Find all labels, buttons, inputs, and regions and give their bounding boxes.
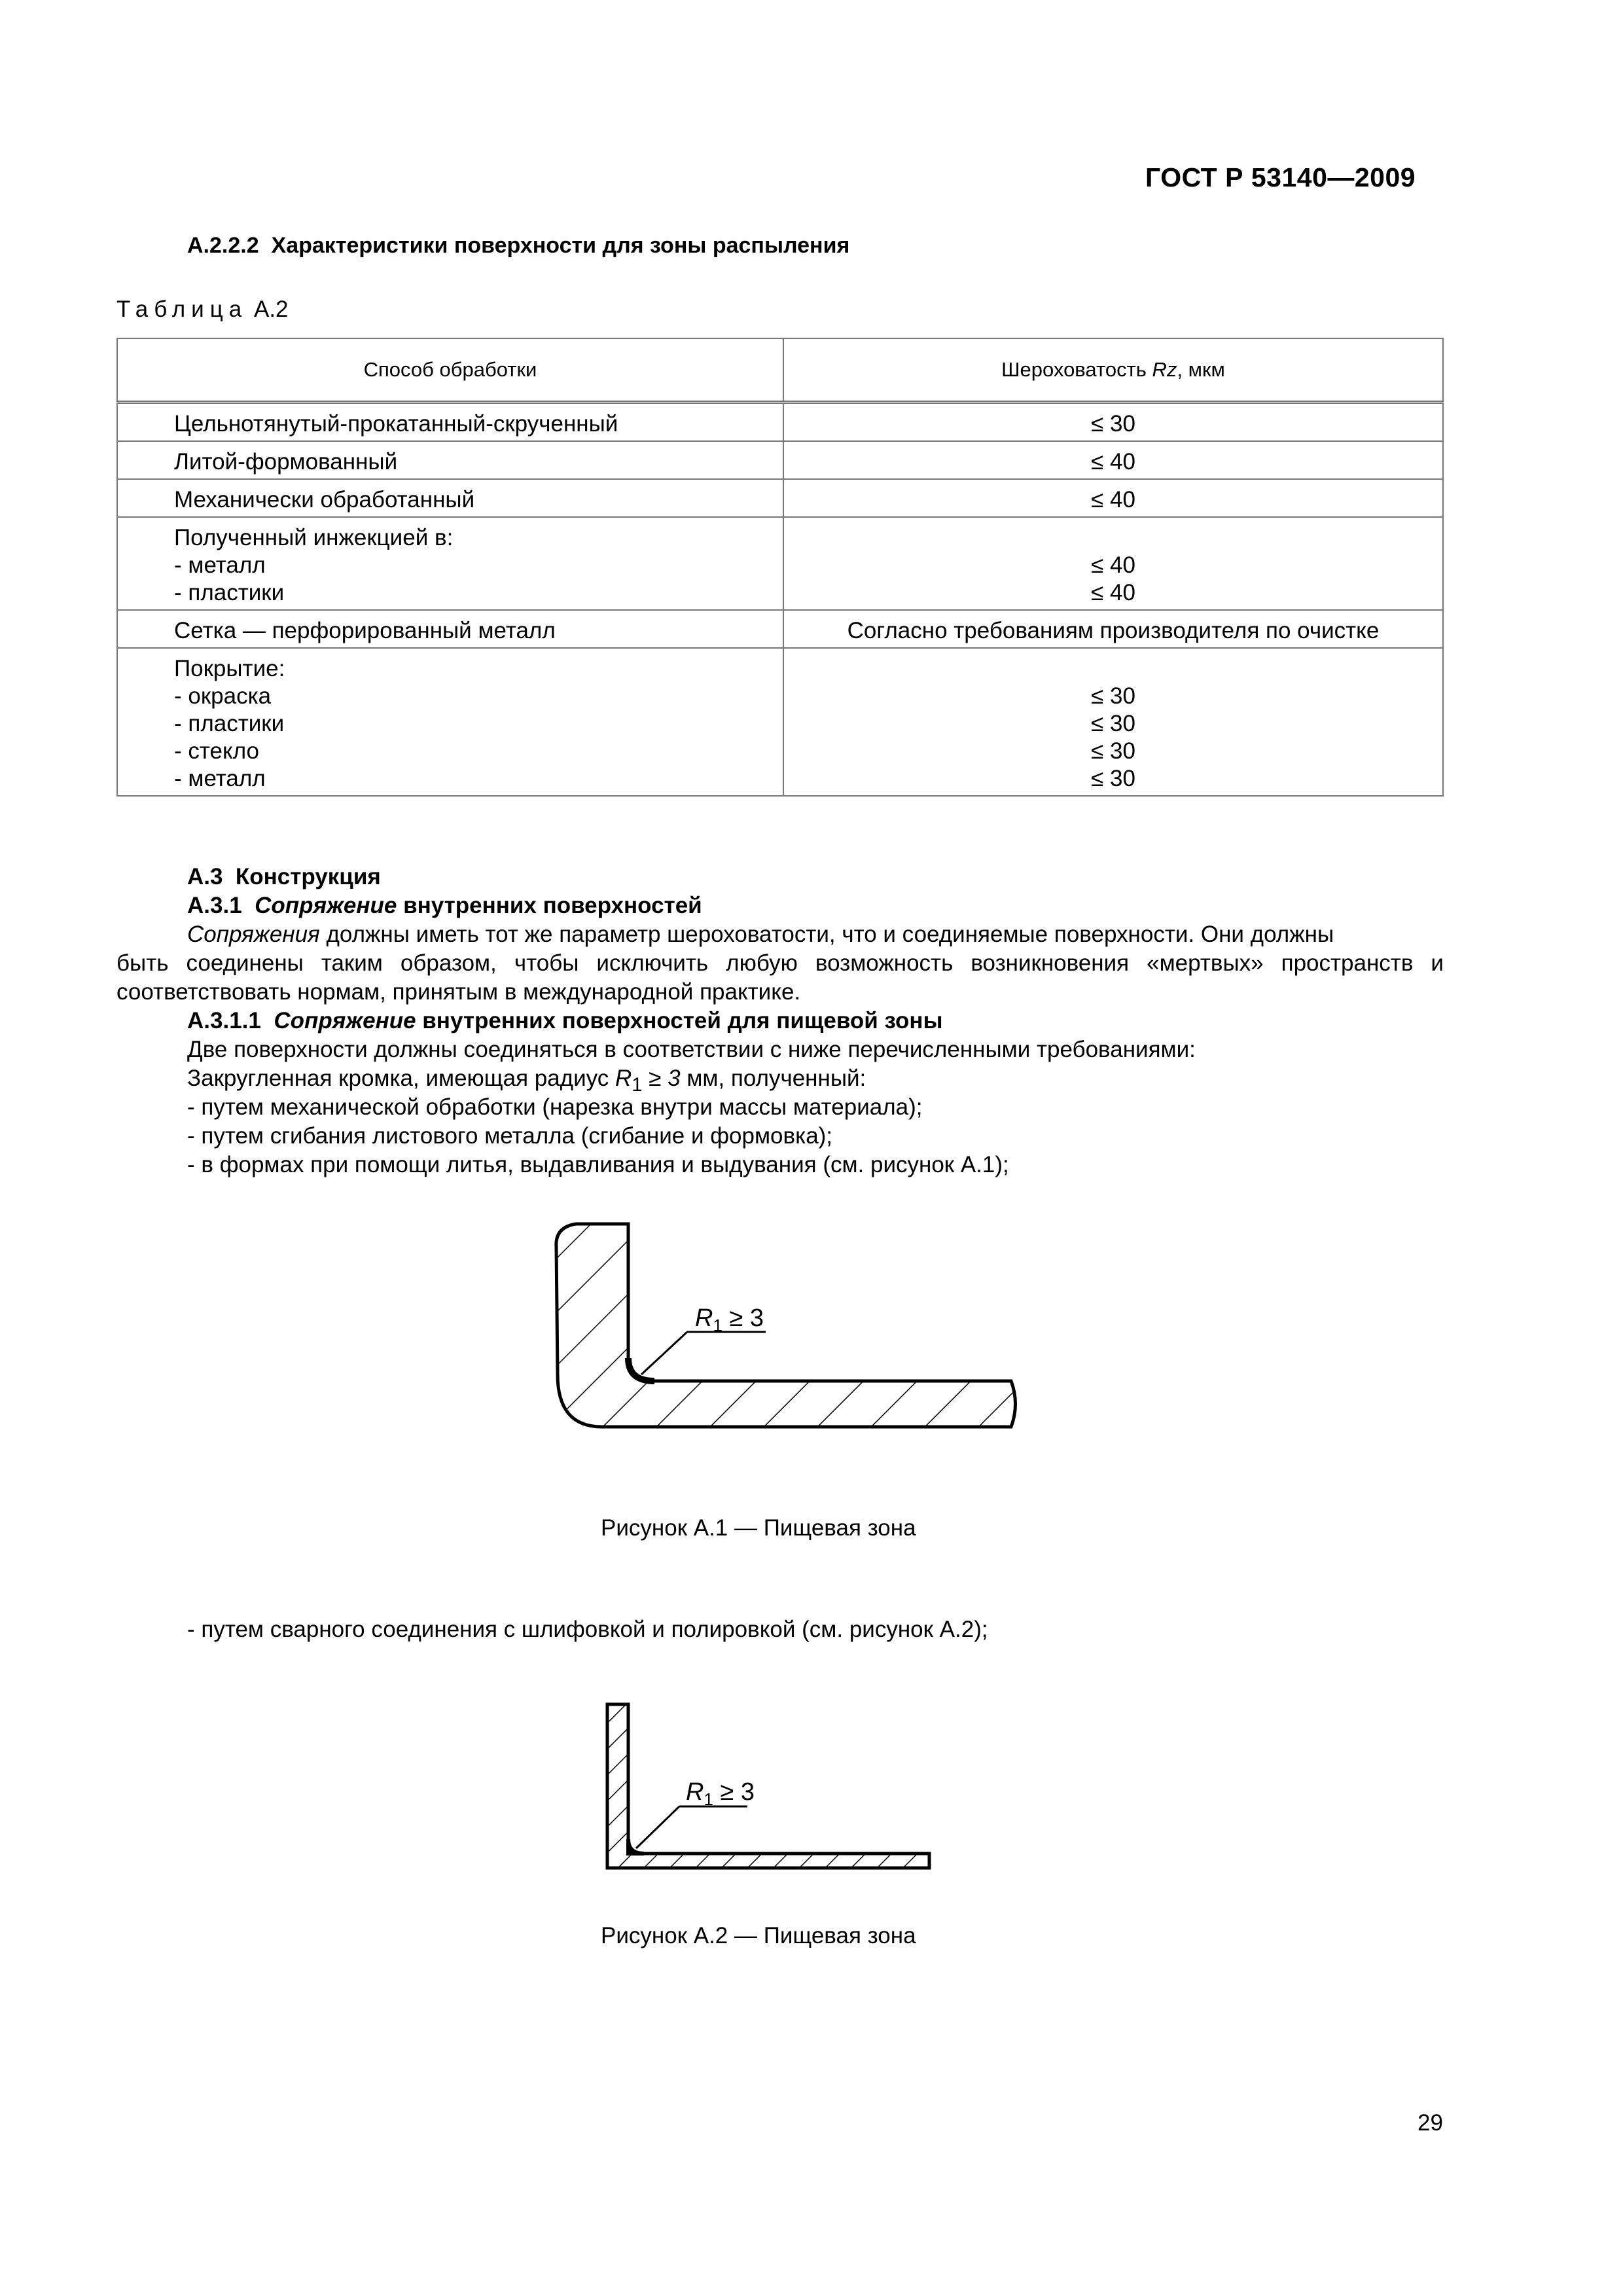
paragraph-text: должны иметь тот же параметр шероховатости, что и соединяемые поверхности. Они должны: [319, 922, 1334, 947]
hatching: [543, 1217, 1021, 1440]
table-row: [117, 648, 1443, 796]
table-label-number: А.2: [253, 296, 289, 322]
table-row: [117, 479, 1443, 517]
list-item: - путем сгибания листового металла (сгибание и формовка);: [187, 1123, 833, 1149]
section-title-italic: Сопряжение: [255, 893, 397, 918]
list-item: - в формах при помощи литья, выдавливания и выдувания (см. рисунок А.1);: [187, 1152, 1009, 1177]
header-roughness-text: Шероховатость: [1001, 358, 1152, 381]
paragraph-line: [187, 920, 1334, 949]
list-item: - путем механической обработки (нарезка внутри массы материала);: [187, 1094, 923, 1120]
radius-condition: ≥ 3: [642, 1066, 681, 1091]
radius-symbol: R: [615, 1066, 632, 1091]
table-header-row: [117, 338, 1443, 403]
cell-method-title: Полученный инжекцией в:: [174, 525, 454, 550]
figure-a1-caption: Рисунок А.1 — Пищевая зона: [601, 1515, 916, 1541]
radius-label-r: R: [695, 1304, 713, 1332]
leader-line: [641, 1332, 687, 1374]
cell-value-sub: ≤ 30: [1091, 711, 1135, 736]
cell-value-sub: ≤ 30: [1091, 738, 1135, 764]
cell-method: [117, 517, 783, 610]
cell-method-title: Покрытие:: [174, 656, 285, 681]
paragraph-line: Две поверхности должны соединяться в соответствии с ниже перечисленными требованиями:: [187, 1037, 1196, 1062]
leader-line: [636, 1806, 679, 1848]
roughness-table: [116, 338, 1444, 797]
figure-a2-caption: Рисунок А.2 — Пищевая зона: [601, 1923, 916, 1948]
list-item: - путем сварного соединения с шлифовкой и полировкой (см. рисунок А.2);: [187, 1617, 988, 1642]
section-number: А.3.1.1: [187, 1008, 261, 1033]
cell-value-sub: ≤ 30: [1091, 683, 1135, 709]
cell-value: Согласно требованиям производителя по очистке: [783, 610, 1443, 648]
profile-outline: [607, 1704, 929, 1868]
cell-method: Литой-формованный: [117, 441, 783, 479]
header-roughness-symbol: Rz: [1152, 358, 1177, 381]
section-number: А.3.1: [187, 893, 242, 918]
section-a31-heading: [187, 891, 702, 920]
table-label-word: Таблица: [116, 296, 248, 322]
cell-method-sub: - металл: [174, 552, 266, 578]
section-number: А.2.2.2: [187, 233, 259, 258]
cell-method-sub: - окраска: [174, 683, 272, 709]
radius-subscript: 1: [632, 1075, 643, 1096]
cell-method: [117, 648, 783, 796]
figure-a2-drawing: [602, 1702, 942, 1898]
section-number: А.3: [187, 864, 223, 889]
header-method: Способ обработки: [117, 338, 783, 403]
paragraph-italic: Сопряжения: [187, 922, 320, 947]
paragraph-text: мм, полученный:: [680, 1066, 866, 1091]
cell-method-sub: - металл: [174, 766, 266, 791]
radius-label-r: R: [686, 1778, 704, 1806]
cell-method-sub: - стекло: [174, 738, 259, 764]
radius-label-rest: ≥ 3: [722, 1304, 764, 1332]
weld-fillet: [628, 1839, 644, 1854]
header-roughness: [783, 338, 1443, 403]
paragraph-line: соответствовать нормам, принятым в международной практике.: [116, 979, 801, 1005]
section-a311-heading: [187, 1007, 942, 1035]
table-row: [117, 610, 1443, 648]
cell-value: ≤ 40: [783, 441, 1443, 479]
table-row: [117, 441, 1443, 479]
section-title: Характеристики поверхности для зоны распыления: [271, 233, 850, 258]
table-label: [116, 296, 289, 323]
table-row: [117, 517, 1443, 610]
cell-method: Механически обработанный: [117, 479, 783, 517]
section-a3-heading: [187, 863, 381, 891]
cell-method: Цельнотянутый-прокатанный-скрученный: [117, 403, 783, 442]
figure-a1-drawing: [543, 1217, 1021, 1512]
cell-value: ≤ 40: [783, 479, 1443, 517]
section-title: внутренних поверхностей для пищевой зоны: [416, 1008, 943, 1033]
table-row: [117, 403, 1443, 442]
section-title-italic: Сопряжение: [274, 1008, 416, 1033]
cell-method: Сетка — перфорированный металл: [117, 610, 783, 648]
cell-value: [783, 517, 1443, 610]
cell-method-sub: - пластики: [174, 711, 285, 736]
radius-label-sub: 1: [713, 1316, 722, 1335]
cell-value-sub: ≤ 40: [1091, 552, 1135, 578]
radius-label-rest: ≥ 3: [713, 1778, 755, 1806]
cell-value: ≤ 30: [783, 403, 1443, 442]
cell-value-sub: ≤ 30: [1091, 766, 1135, 791]
radius-label-sub: 1: [704, 1789, 713, 1809]
radius-label: [695, 1304, 764, 1335]
cell-value: [783, 648, 1443, 796]
radius-label: [686, 1778, 755, 1809]
paragraph-line: быть соединены таким образом, чтобы исключить любую возможность возникновения «мертвых» пространств и: [116, 950, 1444, 976]
cell-method-sub: - пластики: [174, 580, 285, 605]
section-title: внутренних поверхностей: [397, 893, 702, 918]
section-title: Конструкция: [235, 864, 381, 889]
header-roughness-unit: , мкм: [1177, 358, 1225, 381]
cell-value-sub: ≤ 40: [1091, 580, 1135, 605]
section-a222-heading: [187, 233, 849, 259]
page-number: 29: [1418, 2110, 1443, 2136]
document-code: ГОСТ Р 53140—2009: [1145, 162, 1416, 192]
paragraph-text: Закругленная кромка, имеющая радиус: [187, 1066, 615, 1091]
